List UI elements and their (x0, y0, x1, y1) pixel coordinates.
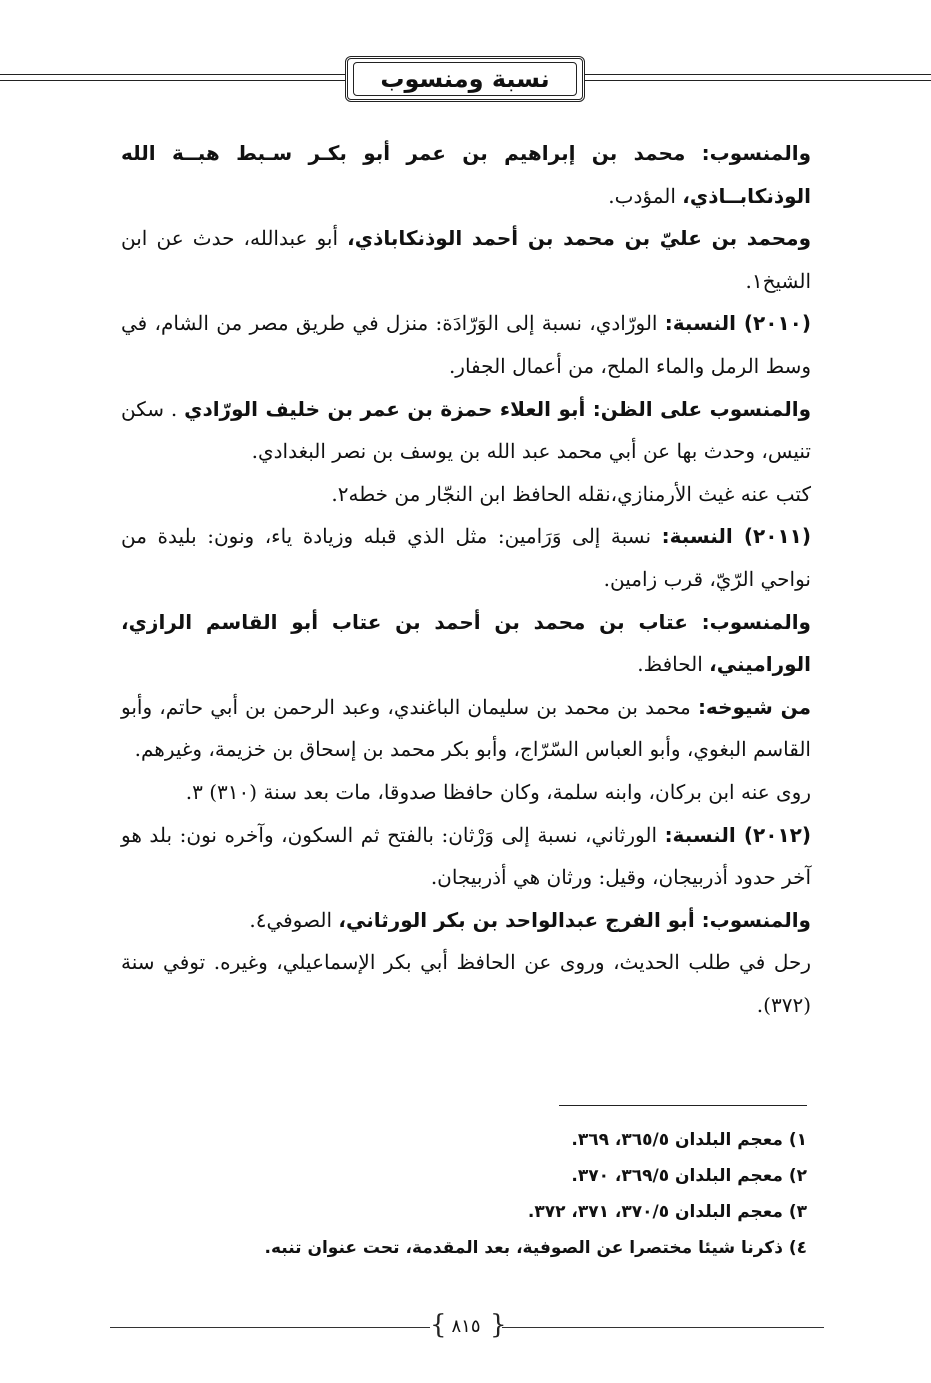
footnote: ٢) معجم البلدان ٣٦٩/٥، ٣٧٠. (571, 1166, 807, 1186)
paragraph-text: الورّادي، نسبة إلى الوَرّادَة: منزل في طريق مصر من الشام، في وسط الرمل والماء الملح، من أعمال الجفار. (121, 311, 811, 378)
paragraph-text: المؤدب. (608, 183, 683, 208)
page-number: ٨١٥ (451, 1316, 481, 1337)
title-frame (345, 56, 585, 102)
paragraph-lead: ومحمد بن عليّ بن محمد بن أحمد الوذنكاباذي، (347, 226, 812, 251)
paragraph-text: محمد بن محمد بن سليمان الباغندي، وعبد الرحمن بن أبي حاتم، وأبو القاسم البغوي، وأبو العباس السّرّاج، وأبو بكر محمد بن إسحاق بن خزيمة، وغيرهم. (121, 694, 811, 762)
paragraph (121, 771, 811, 814)
paragraph (121, 388, 811, 473)
footnote: ٣) معجم البلدان ٣٧٠/٥، ٣٧١، ٣٧٢. (527, 1202, 807, 1222)
paragraph-text: الصوفي٤. (249, 907, 339, 932)
paragraph-text: الحافظ. (637, 652, 710, 677)
paragraph (121, 601, 811, 686)
paragraph (121, 941, 811, 1026)
footnote-separator (559, 1105, 807, 1106)
paragraph-text: روى عنه ابن بركان، وابنه سلمة، وكان حافظا صدوقا، مات بعد سنة (٣١٠) ٣. (185, 779, 811, 804)
paragraph-text: كتب عنه غيث الأرمنازي،نقله الحافظ ابن النجّار من خطه٢. (331, 481, 811, 506)
header-rule-right (585, 74, 931, 75)
right-brace-ornament: } (490, 1310, 507, 1340)
paragraph (121, 302, 811, 387)
header-rule-right-2 (585, 80, 931, 81)
running-title: نسبة ومنسوب (353, 62, 577, 96)
paragraph-lead: والمنسوب: عتاب بن محمد بن أحمد بن عتاب أبو القاسم الرازي، الوراميني، (121, 609, 811, 677)
paragraph (121, 217, 811, 302)
page-footer (0, 1312, 931, 1342)
paragraph (121, 686, 811, 771)
paragraph-lead: والمنسوب على الظن: أبو العلاء حمزة بن عمر بن خليف الورّادي (184, 396, 811, 421)
main-text (121, 132, 811, 1026)
page-header (0, 56, 931, 106)
paragraph-lead: (٢٠١١) النسبة: (661, 524, 811, 549)
paragraph-lead: من شيوخه: (697, 694, 811, 719)
paragraph (121, 132, 811, 217)
paragraph-lead: (٢٠١٠) النسبة: (664, 311, 811, 336)
left-brace-ornament: { (430, 1310, 447, 1340)
footnote: ١) معجم البلدان ٣٦٥/٥، ٣٦٩. (571, 1130, 807, 1150)
paragraph-text: رحل في طلب الحديث، وروى عن الحافظ أبي بكر الإسماعيلي، وغيره. توفي سنة (٣٧٢). (121, 950, 811, 1017)
paragraph-text: نسبة إلى وَرَامين: مثل الذي قبله وزيادة ياء، ونون: بليدة من نواحي الرّيّ، قرب زامين. (121, 524, 811, 591)
footer-rule-left (110, 1327, 430, 1328)
footnote: ٤) ذكرنا شيئا مختصرا عن الصوفية، بعد المقدمة، تحت عنوان تنبه. (264, 1238, 807, 1258)
paragraph (121, 473, 811, 516)
paragraph-lead: والمنسوب: أبو الفرج عبدالواحد بن بكر الورثاني، (338, 907, 811, 932)
paragraph-text: . سكن تنيس، وحدث بها عن أبي محمد عبد الله بن يوسف بن نصر البغدادي. (121, 396, 811, 464)
paragraph (121, 814, 811, 899)
paragraph (121, 515, 811, 600)
paragraph (121, 899, 811, 942)
paragraph-text: الورثاني، نسبة إلى وَرْثان: بالفتح ثم السكون، وآخره نون: بلد هو آخر حدود أذربيجان، وقيل: ورثان هي أذربيجان. (121, 822, 811, 890)
paragraph-lead: (٢٠١٢) النسبة: (664, 822, 811, 847)
header-rule-left-2 (0, 80, 345, 81)
paragraph-lead: والمنسوب: محمد بن إبراهيم بن عمر أبو بكـر سـبط هبــة الله الوذنكابــاذي، (121, 141, 811, 208)
paragraph-text: أبو عبدالله، حدث عن ابن الشيخ١. (121, 226, 811, 293)
header-rule-left (0, 74, 345, 75)
footer-rule-right (502, 1327, 824, 1328)
footnotes (107, 1122, 807, 1266)
